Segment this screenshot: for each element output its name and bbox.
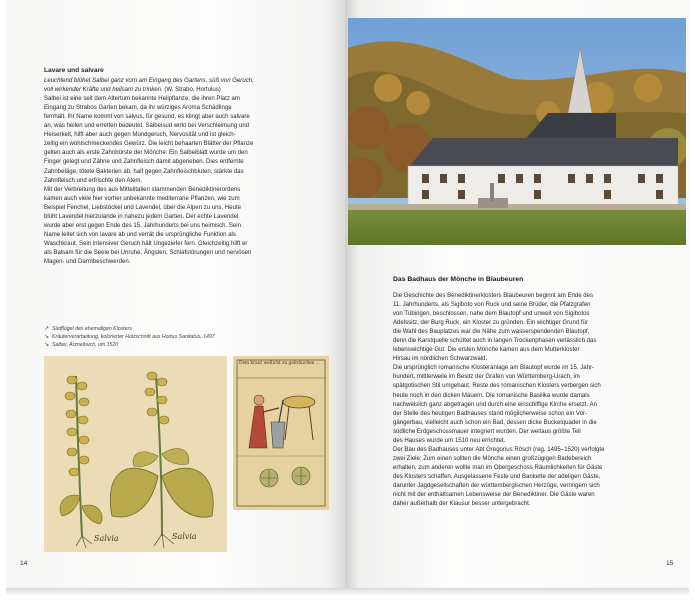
caption-line: [44, 342, 334, 350]
text-line: Der Bau des Badhauses unter Abt Gregorius Rösch (reg. 1495–1520) verfolgte: [393, 446, 605, 453]
text-line: wurde aber erst gegen Ende des 15. Jahrhunderts bei uns heimisch. Sein: [44, 222, 241, 229]
text-line: darunter Jagdgesellschaften der württembergischen Herzöge, verringern sich: [393, 482, 600, 489]
text-line: Salbei ist eine seit dem Altertum bekannte Heilpflanze, die ihren Platz am: [44, 96, 240, 103]
text-line: Mit der Verbreitung des aus Mittelitalien stammenden Benediktinerordens: [44, 186, 241, 193]
text-line: der Stelle des heutigen Badhauses stand möglicherweise schon ein Vor-: [393, 410, 587, 417]
text-line: Die ursprünglich romanische Klosteranlage am Blautopf wurde im 15. Jahr-: [393, 365, 594, 372]
text-line: zeitig ein wohlschmeckendes Gewürz. Die leicht behaarten Blätter der Pflanze: [44, 141, 254, 148]
salvia-plant-drawing: [44, 356, 227, 552]
text-line: lebenswichtige Gut. Die ersten Mönche kamen aus dem Mutterkloster: [393, 347, 580, 354]
text-line: erhalten, zum anderen wollte man im Obergeschoss Räumlichkeiten für Gäste: [393, 464, 603, 471]
text-line: an, was heilen und erretten bedeutet. Salbeisud wirkt bei Verschleimung und: [44, 123, 250, 130]
caption-text: Südflügel des ehemaligen Klosters: [52, 326, 132, 332]
text-line: kamen auch viele hier vorher unbekannte mediterrane Pflanzen, wie zum: [44, 195, 240, 202]
section-heading-lavare: Lavare und salvare: [44, 67, 104, 74]
herb-processing-woodcut: [233, 356, 329, 510]
text-line: Heiserkeit, hilft aber auch gegen Mundgeruch, Nervosität und ist gleich-: [44, 132, 236, 139]
woodcut-drawing: [233, 356, 329, 510]
quote-line: Leuchtend blühet Salbei ganz vorn am Eingang des Gartens, süß von Geruch,: [44, 78, 254, 85]
strabo-quote: [44, 77, 328, 95]
text-line: 11. Jahrhunderts, als Sigiboto von Ruck und seine Brüder, die Pfalzgrafen: [393, 302, 591, 309]
salvia-herbal-illustration: [44, 356, 227, 552]
text-line: hundert, mittlerweile im Besitz der Grafen von Württemberg-Urach, im: [393, 374, 580, 381]
left-text-block: [44, 66, 328, 267]
text-line: daher außerhalb der Klausur besser untergebracht.: [393, 501, 531, 508]
blaubeuren-monastery-image: [348, 18, 686, 245]
right-body-text: [393, 292, 679, 509]
page-number-left: 14: [20, 560, 28, 567]
text-line: nachweislich ganz abgetragen und durch eine einschiffige Kirche ersetzt. An: [393, 401, 597, 408]
illustration-label-left: Salvia: [94, 534, 119, 543]
text-line: Waschkraut. Sein intensiver Geruch hält Ungeziefer fern. Gleichzeitig hilft er: [44, 240, 248, 247]
woodcut-text: Dem kraut wellicht zu gebräuchen ...: [239, 361, 320, 366]
text-line: heute noch in den dicken Mauern. Die romanische Basilika wurde damals: [393, 392, 590, 399]
text-line: Magen- und Darmbeschwerden.: [44, 258, 131, 265]
text-line: spätgotischen Stil umgebaut. Reste des romanischen Klosters verbergen sich: [393, 383, 601, 390]
arrow-up-right-icon: ↗: [44, 326, 50, 332]
section-heading-badhaus: Das Badhaus der Mönche in Blaubeuren: [393, 276, 524, 283]
caption-line: [44, 334, 334, 342]
image-captions: [44, 326, 334, 349]
arrow-down-right-icon: ↘: [44, 333, 50, 340]
text-line: gelten auch als erste Zahnbürste der Mönche: Ein Salbeiblatt wurde um den: [44, 150, 248, 157]
text-line: Die Geschichte des Benediktinerklosters Blaubeuren beginnt am Ende des: [393, 293, 594, 299]
text-line: Zahnbeläge, tötete Bakterien ab, half gegen Zahnfleischbluten, stärkte das: [44, 168, 244, 175]
text-line: des Hauses wurde um 1510 neu errichtet.: [393, 437, 506, 444]
text-line: fernhält. Ihr Name kommt von salvus, für gesund, es klingt aber auch salvare: [44, 114, 250, 121]
text-line: Beispiel Fenchel, Liebstöckel und Lavendel, über die Alpen zu uns. Heute: [44, 204, 241, 211]
quote-source: (W. Strabo, Hortulus): [162, 87, 221, 94]
monastery-photo: [348, 18, 686, 245]
text-line: blüht Lavendel hierzulande in nahezu jedem Garten. Der echte Lavendel: [44, 213, 239, 220]
quote-line: voll wirkender Kräfte und heilsam zu trinken. (W. Strabo, Hortulus): [44, 87, 221, 94]
text-line: südliche Erdgeschossmauer integriert wurden. Der weitaus größte Teil: [393, 428, 581, 435]
caption-text: Kräuterverarbeitung, kolorierter Holzschnitt aus Hortus Sanitatus, 1497: [52, 333, 215, 340]
text-line: Adelssitz, der Burg Ruck, ein Kloster zu gründen. Ein wichtiger Grund für: [393, 320, 588, 327]
text-line: als Balsam für die Seele bei Unruhe, Ängsten, Schlafstörungen und nervösen: [44, 249, 252, 256]
text-line: Finger gelegt und Zähne und Zahnfleisch damit abgerieben. Dies entfernte: [44, 159, 244, 166]
text-line: Name leitet sich von lavare ab und verrät die ursprüngliche Funktion als: [44, 231, 236, 238]
illustration-label-right: Salvia: [172, 532, 197, 541]
text-line: die Wahl des Bauplatzes war die Nähe zum wasserspendenden Blautopf,: [393, 329, 590, 336]
text-line: gängerbau, vielleicht auch schon ein Bad, dessen dicke Buckelquader in die: [393, 419, 597, 426]
caption-text: Salbei, Arzneibuch, um 1520: [52, 341, 119, 348]
left-body-text: [44, 95, 328, 267]
page-shadow: [6, 588, 689, 596]
text-line: zwei Ziele: Zum einen sollten die Mönche einen großzügigen Badebereich: [393, 455, 592, 462]
arrow-down-right-icon: ↘: [44, 341, 50, 348]
text-line: nicht mit der enthaltsamen Lebensweise der Benediktiner. Die Gäste waren: [393, 492, 595, 499]
page-number-right: 15: [666, 560, 674, 567]
text-line: des Klosters schaffen. Ausgelassene Feste und Bankette der adeligen Gäste,: [393, 473, 601, 480]
text-line: von Tübingen, beschlossen, nahe dem Blautopf und unweit von Sigibotos: [393, 311, 590, 318]
caption-line: [44, 326, 334, 334]
text-line: denn die Karstquelle schüttet auch in langen Trockenphasen verlässlich das: [393, 338, 597, 345]
text-line: Zahnfleisch und erfrischte den Atem.: [44, 177, 143, 184]
text-line: Hirsau im nördlichen Schwarzwald.: [393, 356, 488, 363]
text-line: Eingang zu Strabos Garten bekam, da ihr würziges Aroma Schädlinge: [44, 105, 232, 112]
